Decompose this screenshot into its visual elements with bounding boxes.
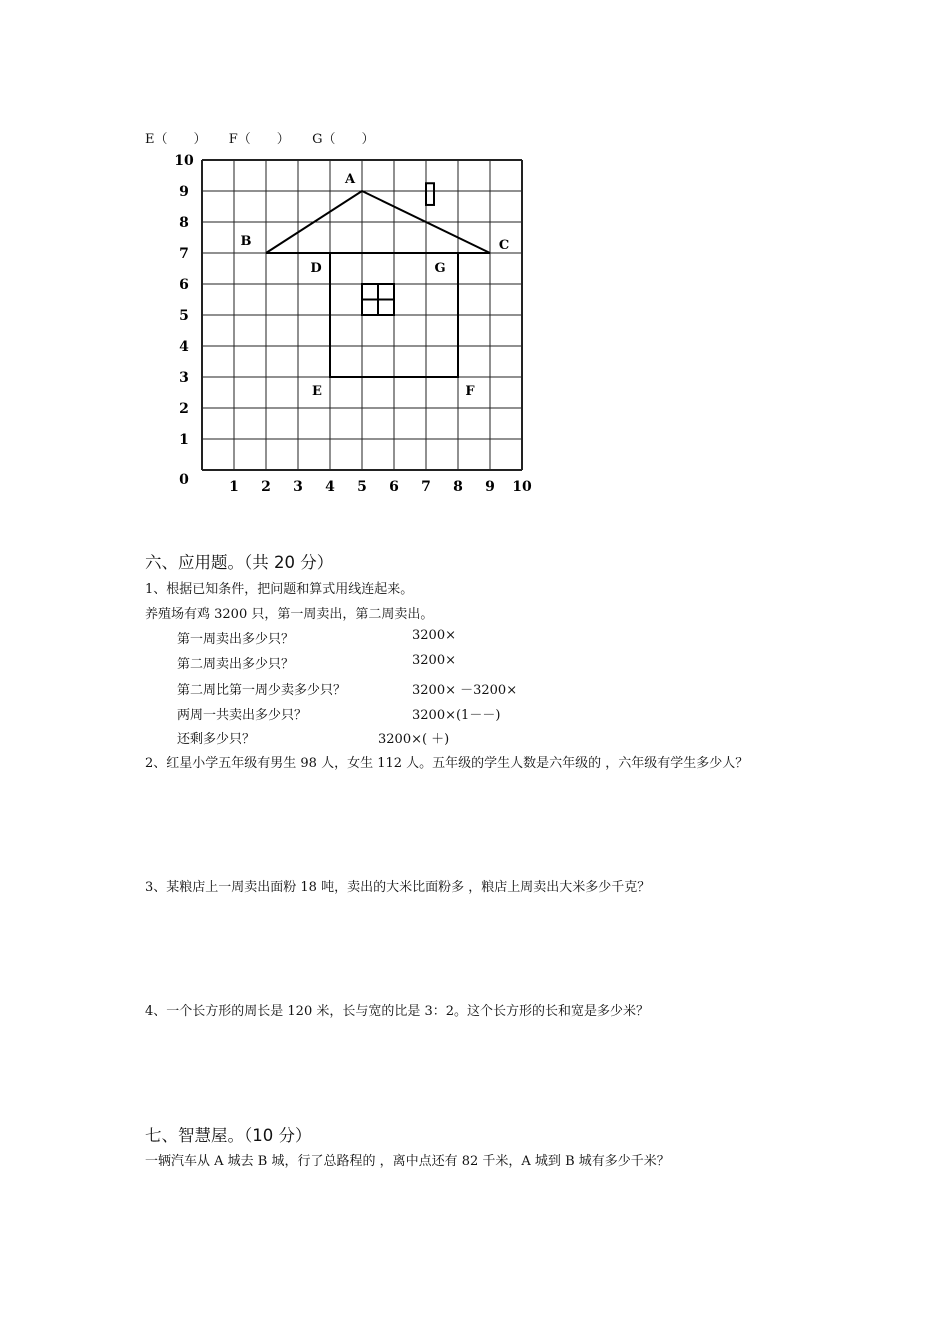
y-tick-label: 9 — [179, 184, 189, 200]
x-tick-label: 1 — [229, 479, 239, 495]
coordinate-grid — [165, 148, 545, 503]
y-tick-label: 10 — [174, 153, 194, 169]
y-tick-label: 4 — [179, 339, 189, 355]
answer-f: F（ ） — [228, 132, 290, 147]
q2-text: 2、红星小学五年级有男生 98 人，女生 112 人。五年级的学生人数是六年级的 ，六年级有学生多少人？ — [145, 756, 749, 771]
y-tick-label: 8 — [179, 215, 189, 231]
section6-heading: 六、应用题。（共 20 分） — [145, 553, 334, 572]
q3-text: 3、某粮店上一周卖出面粉 18 吨，卖出的大米比面粉多 ，粮店上周卖出大米多少千克？ — [145, 880, 651, 895]
point-label-b: B — [240, 234, 252, 249]
q1-question-5: 还剩多少只？ — [177, 732, 256, 747]
section7-heading: 七、智慧屋。（10 分） — [145, 1126, 312, 1145]
q1-condition: 养殖场有鸡 3200 只，第一周卖出，第二周卖出。 — [145, 607, 434, 622]
point-label-c: C — [498, 238, 510, 253]
y-tick-label: 1 — [179, 432, 189, 448]
x-tick-label: 8 — [453, 479, 463, 495]
y-tick-label: 5 — [179, 308, 189, 324]
point-label-a: A — [344, 172, 356, 187]
q1-formula-3: 3200× －3200× — [412, 683, 518, 698]
y-tick-label: 7 — [179, 246, 189, 262]
q1-prompt: 1、根据已知条件，把问题和算式用线连起来。 — [145, 582, 414, 597]
section7-question: 一辆汽车从 A 城去 B 城，行了总路程的 ，离中点还有 82 千米，A 城到 B 城有多少千米？ — [145, 1154, 670, 1169]
q1-formula-2: 3200× — [412, 653, 456, 668]
q1-question-3: 第二周比第一周少卖多少只？ — [177, 683, 347, 698]
x-tick-label: 3 — [293, 479, 303, 495]
answer-e: E（ ） — [145, 132, 207, 147]
q4-text: 4、一个长方形的周长是 120 米，长与宽的比是 3：2。这个长方形的长和宽是多少米？ — [145, 1004, 650, 1019]
point-label-d: D — [310, 261, 322, 276]
q1-question-4: 两周一共卖出多少只？ — [177, 708, 308, 723]
x-tick-label: 6 — [389, 479, 399, 495]
point-label-e: E — [312, 384, 322, 399]
x-tick-label: 5 — [357, 479, 367, 495]
q1-formula-4: 3200×(1－－) — [412, 708, 501, 723]
y-tick-label: 3 — [179, 370, 189, 386]
q1-question-2: 第二周卖出多少只？ — [177, 657, 295, 672]
chimney — [426, 183, 434, 205]
q1-formula-5: 3200×( ＋) — [378, 732, 450, 747]
answer-g: G（ ） — [312, 132, 375, 147]
x-tick-label: 2 — [261, 479, 271, 495]
origin-label: 0 — [179, 472, 189, 488]
point-label-f: F — [465, 384, 475, 399]
y-tick-label: 6 — [179, 277, 189, 293]
x-tick-label: 4 — [325, 479, 335, 495]
x-tick-label: 7 — [421, 479, 431, 495]
x-tick-label: 10 — [512, 479, 532, 495]
answer-line — [145, 128, 374, 147]
point-label-g: G — [434, 261, 446, 276]
q1-formula-1: 3200× — [412, 628, 456, 643]
x-tick-label: 9 — [485, 479, 495, 495]
q1-question-1: 第一周卖出多少只？ — [177, 632, 295, 647]
y-tick-label: 2 — [179, 401, 189, 417]
